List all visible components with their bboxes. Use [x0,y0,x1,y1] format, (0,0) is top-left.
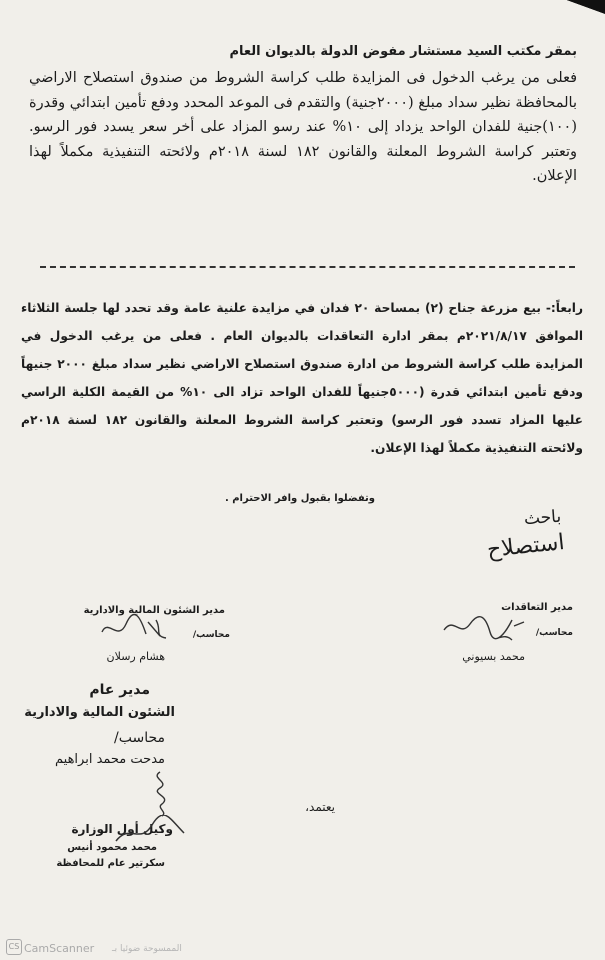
scanner-footer [0,938,605,960]
deputy-minister-title: وكيل أول الوزارة [71,822,173,836]
finance-director-name: هشام رسلان [106,650,165,663]
scan-corner-shadow [565,0,605,20]
closing-line: وتفضلوا بقبول وافر الاحترام . [224,493,375,504]
researcher-signature: استصلاح [486,530,567,563]
finance-signature-mark [96,612,176,644]
dashed-separator [40,266,575,268]
contracts-signature-mark [440,612,532,642]
camscanner-note: الممسوحة ضوئيا بـ [112,944,182,954]
contracts-director-title: مدير التعاقدات [501,602,573,613]
researcher-signature-block [475,508,565,570]
general-manager-signature-mark [140,768,180,818]
deputy-minister-name: محمد محمود أنيس [67,842,157,853]
general-manager-name: مدحت محمد ابراهيم [55,752,165,767]
deputy-minister-role: سكرتير عام للمحافظة [56,858,165,869]
contracts-accountant-label: محاسب/ [535,628,573,638]
researcher-label: باحث [523,506,562,530]
finance-accountant-label: محاسب/ [192,630,230,640]
general-manager-dept: الشئون المالية والادارية [24,705,175,720]
camscanner-brand: CamScanner [24,942,95,955]
header-line: بمقر مكتب السيد مستشار مفوض الدولة بالديوان العام [229,44,577,59]
contracts-director-name: محمد بسيوني [462,650,525,663]
paragraph-terms: فعلى من يرغب الدخول فى المزايدة طلب كراسة الشروط من صندوق استصلاح الاراضي بالمحافظة نظير سداد مبلغ (٢٠٠٠جنية) والتقدم فى الموعد المحدد ودفع تأمين ابتدائي وقدرة (١٠٠)جنية للفدان الواحد يزداد إلى ١٠% عند رسو المزاد على أخر سعر يسدد فور الرسو. وتعتبر كراسة الشروط المعلنة والقانون ١٨٢ لسنة ٢٠١٨م ولائحته التنفيذية مكملاً لهذا الإعلان. [29,70,577,184]
paragraph-farm-sale: رابعاً:- بيع مزرعة جناح (٢) بمساحة ٢٠ فدان في مزايدة علنية عامة وقد تحدد لها جلسة الثلاثاء الموافق ٢٠٢١/٨/١٧م بمقر ادارة التعاقدات بالديوان العام . فعلى من يرغب الدخول في المزايدة طلب كراسة الشروط من ادارة صندوق استصلاح الاراضي نظير سداد مبلغ ٢٠٠٠ جنيهاً ودفع تأمين ابتدائي قدرة (٥٠٠٠جنيهاً للفدان الواحد تزاد الى ١٠% من القيمة الكلية الراسي عليها المزاد تسدد فور الرسو) وتعتبر كراسة الشروط المعلنة والقانون ١٨٢ لسنة ٢٠١٨م ولائحته التنفيذية مكملاً لهذا الإعلان. [21,301,583,455]
finance-director-title: مدير الشئون المالية والادارية [83,605,225,616]
camscanner-logo-icon: CS [6,939,22,955]
general-manager-accountant: محاسب/ [114,730,165,746]
approval-label: يعتمد، [305,800,335,814]
general-manager-title: مدير عام [89,682,150,698]
deputy-signature-mark [110,815,190,849]
